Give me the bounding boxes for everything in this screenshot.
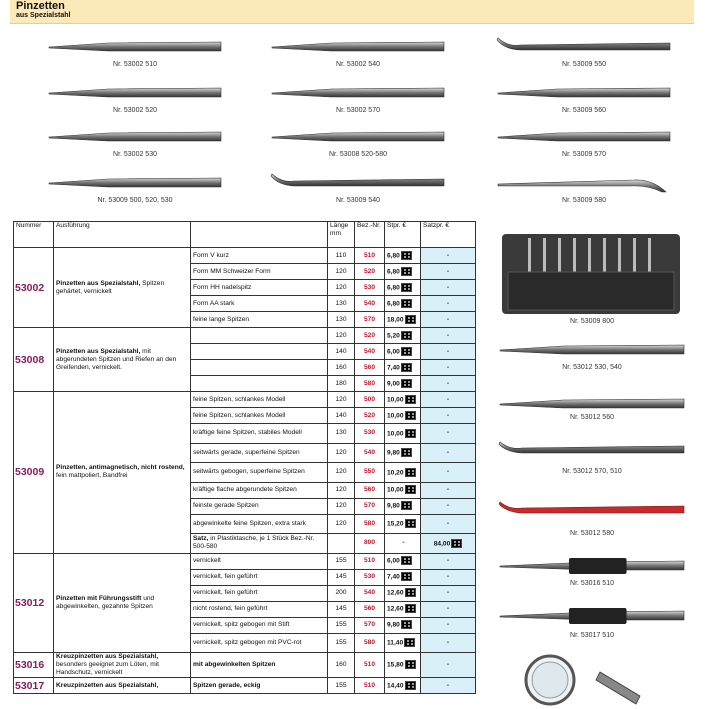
price-value: 9,00 (387, 380, 400, 388)
length-cell: 120 (328, 498, 355, 514)
variant-cell (191, 344, 328, 360)
length-cell: 160 (328, 653, 355, 678)
qr-code-icon (451, 539, 462, 548)
tweezer-caption: Nr. 53002 540 (336, 61, 380, 68)
price-cell (385, 633, 421, 653)
description-bold: Pinzetten mit Führungsstift (56, 594, 142, 602)
variant-cell: kräftige flache abgerundete Spitzen (191, 482, 328, 498)
order-number-cell: 510 (355, 248, 385, 264)
variant-cell: vernickelt, fein geführt (191, 569, 328, 585)
price-cell (385, 312, 421, 328)
price-cell (385, 498, 421, 514)
tweezer-caption: Nr. 53017 510 (570, 632, 614, 639)
order-number-cell: 530 (355, 424, 385, 444)
qr-code-icon (401, 620, 412, 629)
price-value: 6,00 (387, 557, 400, 565)
set-price-cell: - (421, 264, 476, 280)
tweezer-image (494, 126, 674, 148)
tweezer-image (496, 394, 688, 414)
qr-code-icon (405, 395, 416, 404)
set-price-cell: - (421, 601, 476, 617)
price-cell (385, 601, 421, 617)
price-cell (385, 248, 421, 264)
variant-cell: vernickelt, fein geführt (191, 585, 328, 601)
col-header: Stpr. € (385, 222, 421, 248)
set-price-cell: - (421, 296, 476, 312)
qr-code-icon (401, 572, 412, 581)
table-row (14, 248, 476, 264)
tweezer-image (45, 126, 225, 148)
tweezer-image (268, 36, 448, 58)
description-bold: Kreuzpinzetten aus Spezialstahl, (56, 653, 159, 660)
tweezer-caption: Nr. 53009 540 (336, 197, 380, 204)
tweezer-caption: Nr. 53009 580 (562, 197, 606, 204)
price-value: 10,20 (387, 468, 404, 476)
length-cell: 120 (328, 514, 355, 534)
tweezer-caption: Nr. 53009 800 (570, 318, 614, 325)
length-cell: 160 (328, 360, 355, 376)
price-cell (385, 344, 421, 360)
length-cell: 120 (328, 482, 355, 498)
length-cell: 120 (328, 264, 355, 280)
price-value: 10,00 (387, 396, 404, 404)
length-cell: 110 (328, 248, 355, 264)
order-number-cell: 530 (355, 569, 385, 585)
qr-code-icon (401, 283, 412, 292)
length-cell: 200 (328, 585, 355, 601)
variant-cell: vernickelt, spitz gebogen mit Stift (191, 617, 328, 633)
qr-code-icon (401, 331, 412, 340)
qr-code-icon (401, 556, 412, 565)
tweezer-image (496, 606, 688, 626)
qr-code-icon (405, 468, 416, 477)
tweezer-set-pouch-image (500, 232, 682, 316)
tweezer-image (268, 126, 448, 148)
length-cell: 120 (328, 463, 355, 483)
price-value: 6,00 (387, 348, 400, 356)
qr-code-icon (401, 347, 412, 356)
price-cell (385, 328, 421, 344)
variant-cell: nicht rostend, fein geführt (191, 601, 328, 617)
description-text: Spitzen gehärtet, vernickelt (56, 279, 165, 295)
tweezer-image (268, 172, 448, 194)
section-title: Pinzetten (16, 0, 65, 12)
tweezer-caption: Nr. 53002 570 (336, 107, 380, 114)
set-price-cell: - (421, 678, 476, 694)
price-cell (385, 424, 421, 444)
length-cell: 130 (328, 424, 355, 444)
order-number-cell: 540 (355, 585, 385, 601)
order-number-cell: 540 (355, 443, 385, 463)
qr-code-icon (401, 363, 412, 372)
magnifier-image (520, 652, 690, 709)
product-table (13, 221, 476, 694)
variant-cell: Form V kurz (191, 248, 328, 264)
length-cell: 120 (328, 392, 355, 408)
table-row (14, 392, 476, 408)
variant-cell: vernickelt (191, 553, 328, 569)
qr-code-icon (401, 379, 412, 388)
article-number: 53008 (14, 328, 54, 392)
set-price-cell: - (421, 553, 476, 569)
price-cell (385, 653, 421, 678)
tweezer-image (45, 36, 225, 58)
variant-cell: Form AA stark (191, 296, 328, 312)
tweezer-image (496, 500, 688, 520)
price-cell (385, 463, 421, 483)
order-number-cell: 570 (355, 498, 385, 514)
order-number-cell: 560 (355, 601, 385, 617)
length-cell: 155 (328, 617, 355, 633)
price-value: 9,80 (387, 502, 400, 510)
length-cell: 155 (328, 633, 355, 653)
tweezer-caption: Nr. 53009 560 (562, 107, 606, 114)
price-value: 12,60 (387, 589, 404, 597)
col-header (191, 222, 328, 248)
variant-cell: feinste gerade Spitzen (191, 498, 328, 514)
tweezer-caption: Nr. 53016 510 (570, 580, 614, 587)
description-text: besonders geeignet zum Löten, mit Handschutz, vernickelt (56, 661, 159, 676)
price-value: 5,20 (387, 332, 400, 340)
col-header: Ausführung (54, 222, 191, 248)
price-cell (385, 376, 421, 392)
price-cell (385, 482, 421, 498)
order-number-cell: 540 (355, 296, 385, 312)
variant-cell: vernickelt, spitz gebogen mit PVC-rot (191, 633, 328, 653)
price-value: 11,40 (387, 639, 404, 647)
variant-cell (191, 328, 328, 344)
tweezer-caption: Nr. 53012 560 (570, 414, 614, 421)
qr-code-icon (405, 681, 416, 690)
price-value: 7,40 (387, 573, 400, 581)
variant-cell: seitwärts gebogen, superfeine Spitzen (191, 463, 328, 483)
variant-cell: seitwärts gerade, superfeine Spitzen (191, 443, 328, 463)
tweezer-image (45, 172, 225, 194)
variant-cell: feine Spitzen, schlankes Modell (191, 392, 328, 408)
qr-code-icon (405, 519, 416, 528)
price-cell (385, 678, 421, 694)
length-cell: 120 (328, 443, 355, 463)
tweezer-caption: Nr. 53002 520 (113, 107, 157, 114)
order-number-cell: 510 (355, 678, 385, 694)
set-price-cell: - (421, 312, 476, 328)
length-cell: 145 (328, 601, 355, 617)
order-number-cell: 520 (355, 328, 385, 344)
length-cell: 120 (328, 280, 355, 296)
set-price-value: 84,00 (433, 539, 451, 547)
variant-cell: kräftige feine Spitzen, stabiles Modell (191, 424, 328, 444)
variant-cell (191, 376, 328, 392)
order-number-cell: 510 (355, 553, 385, 569)
price-value: 6,80 (387, 252, 400, 260)
group-description (54, 328, 191, 392)
length-cell: 140 (328, 408, 355, 424)
order-number-cell: 510 (355, 653, 385, 678)
table-header-row (14, 222, 476, 248)
price-value: 10,00 (387, 412, 404, 420)
description-bold: Pinzetten aus Spezialstahl, (56, 279, 141, 287)
table-row (14, 553, 476, 569)
price-value: 6,80 (387, 268, 400, 276)
variant-cell: mit abgewinkelten Spitzen (191, 653, 328, 678)
set-price-cell: - (421, 653, 476, 678)
set-label-bold: Satz, (193, 535, 209, 543)
length-cell: 155 (328, 678, 355, 694)
set-label: in Plastiktasche, je 1 Stück Bez.-Nr. 500-580 (193, 535, 315, 551)
set-price-cell (421, 534, 476, 554)
qr-code-icon (401, 251, 412, 260)
length-cell: 180 (328, 376, 355, 392)
set-price-cell: - (421, 482, 476, 498)
order-number-cell: 580 (355, 633, 385, 653)
tweezer-caption: Nr. 53009 500, 520, 530 (97, 197, 173, 204)
description-bold: Pinzetten, antimagnetisch, nicht rostend, (56, 464, 185, 472)
qr-code-icon (404, 638, 415, 647)
group-description (54, 392, 191, 554)
order-number-cell: 580 (355, 514, 385, 534)
length-cell: 145 (328, 569, 355, 585)
price-value: 15,20 (387, 520, 404, 528)
price-value: 9,80 (387, 621, 400, 629)
tweezer-image (494, 36, 674, 58)
set-price-cell: - (421, 569, 476, 585)
description-bold: Pinzetten aus Spezialstahl, (56, 347, 141, 355)
col-header: Länge mm (328, 222, 355, 248)
set-price-cell: - (421, 328, 476, 344)
variant-cell: abgewinkelte feine Spitzen, extra stark (191, 514, 328, 534)
set-price-cell: - (421, 633, 476, 653)
tweezer-caption: Nr. 53008 520-580 (329, 151, 387, 158)
length-cell (328, 534, 355, 554)
group-description (54, 553, 191, 653)
tweezer-image (494, 82, 674, 104)
order-number-cell: 560 (355, 482, 385, 498)
set-price-cell: - (421, 392, 476, 408)
tweezer-image (45, 82, 225, 104)
price-value: 10,00 (387, 429, 404, 437)
table-row (14, 653, 476, 678)
tweezer-caption: Nr. 53002 510 (113, 61, 157, 68)
variant-cell: feine lange Spitzen (191, 312, 328, 328)
variant-cell: Spitzen gerade, eckig (191, 678, 328, 694)
qr-code-icon (405, 660, 416, 669)
qr-code-icon (405, 588, 416, 597)
price-value: 14,40 (387, 682, 404, 690)
order-number-cell: 800 (355, 534, 385, 554)
tweezer-caption: Nr. 53012 580 (570, 530, 614, 537)
order-number-cell: 560 (355, 360, 385, 376)
price-value: 7,40 (387, 364, 400, 372)
qr-code-icon (405, 429, 416, 438)
tweezer-image (496, 556, 688, 576)
order-number-cell: 570 (355, 617, 385, 633)
article-number: 53016 (14, 653, 54, 678)
price-cell (385, 392, 421, 408)
col-header: Bez.-Nr. (355, 222, 385, 248)
price-value: 6,80 (387, 284, 400, 292)
tweezer-caption: Nr. 53012 530, 540 (562, 364, 622, 371)
article-number: 53009 (14, 392, 54, 554)
tweezer-image (496, 340, 688, 360)
col-header: Nummer (14, 222, 54, 248)
price-cell (385, 514, 421, 534)
article-number: 53017 (14, 678, 54, 694)
description-text: und abgewinkelten, gezahnte Spitzen (56, 594, 155, 610)
set-price-cell: - (421, 376, 476, 392)
description-text: fein mattpoliert, Bandfrei (56, 472, 128, 480)
order-number-cell: 520 (355, 408, 385, 424)
tweezer-caption: Nr. 53002 530 (113, 151, 157, 158)
price-cell (385, 408, 421, 424)
set-price-cell: - (421, 443, 476, 463)
order-number-cell: 580 (355, 376, 385, 392)
price-cell: - (385, 534, 421, 554)
col-header: Satzpr. € (421, 222, 476, 248)
order-number-cell: 540 (355, 344, 385, 360)
set-price-cell: - (421, 408, 476, 424)
set-price-cell: - (421, 344, 476, 360)
qr-code-icon (401, 267, 412, 276)
price-value: 6,80 (387, 300, 400, 308)
qr-code-icon (405, 411, 416, 420)
price-cell (385, 569, 421, 585)
length-cell: 155 (328, 553, 355, 569)
price-cell (385, 553, 421, 569)
set-price-cell: - (421, 424, 476, 444)
group-description (54, 653, 191, 678)
set-price-cell: - (421, 280, 476, 296)
order-number-cell: 550 (355, 463, 385, 483)
tweezer-image (494, 172, 674, 194)
order-number-cell: 570 (355, 312, 385, 328)
qr-code-icon (405, 485, 416, 494)
order-number-cell: 500 (355, 392, 385, 408)
set-price-cell: - (421, 248, 476, 264)
set-price-cell: - (421, 585, 476, 601)
price-cell (385, 280, 421, 296)
tweezer-caption: Nr. 53009 550 (562, 61, 606, 68)
variant-cell: Form MM Schweizer Form (191, 264, 328, 280)
price-cell (385, 617, 421, 633)
variant-cell: Form HH nadelspitz (191, 280, 328, 296)
qr-code-icon (405, 604, 416, 613)
group-description (54, 678, 191, 694)
qr-code-icon (401, 448, 412, 457)
table-row (14, 678, 476, 694)
price-value: 12,60 (387, 605, 404, 613)
price-value: 15,80 (387, 661, 404, 669)
price-cell (385, 360, 421, 376)
article-number: 53012 (14, 553, 54, 653)
length-cell: 140 (328, 344, 355, 360)
description-text: mit abgerundeten Spitzen und Riefen an den Greifenden, vernickelt. (56, 347, 177, 371)
set-description (191, 534, 328, 554)
set-price-cell: - (421, 360, 476, 376)
set-price-cell: - (421, 617, 476, 633)
tweezer-image (496, 440, 688, 460)
table-row (14, 328, 476, 344)
variant-cell: feine Spitzen, schlankes Modell (191, 408, 328, 424)
set-price-cell: - (421, 463, 476, 483)
tweezer-image (268, 82, 448, 104)
article-number: 53002 (14, 248, 54, 328)
price-value: 18,00 (387, 316, 404, 324)
price-cell (385, 264, 421, 280)
tweezer-caption: Nr. 53012 570, 510 (562, 468, 622, 475)
description-bold: Kreuzpinzetten aus Spezialstahl, (56, 681, 159, 689)
qr-code-icon (401, 299, 412, 308)
price-value: 9,80 (387, 449, 400, 457)
length-cell: 120 (328, 328, 355, 344)
length-cell: 130 (328, 312, 355, 328)
variant-cell (191, 360, 328, 376)
price-value: 10,00 (387, 486, 404, 494)
section-subtitle: aus Spezialstahl (16, 12, 71, 19)
section-header (10, 0, 694, 24)
qr-code-icon (405, 315, 416, 324)
price-cell (385, 296, 421, 312)
group-description (54, 248, 191, 328)
price-cell (385, 585, 421, 601)
set-price-cell: - (421, 514, 476, 534)
qr-code-icon (401, 501, 412, 510)
length-cell: 130 (328, 296, 355, 312)
price-cell (385, 443, 421, 463)
order-number-cell: 520 (355, 264, 385, 280)
order-number-cell: 530 (355, 280, 385, 296)
set-price-cell: - (421, 498, 476, 514)
tweezer-caption: Nr. 53009 570 (562, 151, 606, 158)
